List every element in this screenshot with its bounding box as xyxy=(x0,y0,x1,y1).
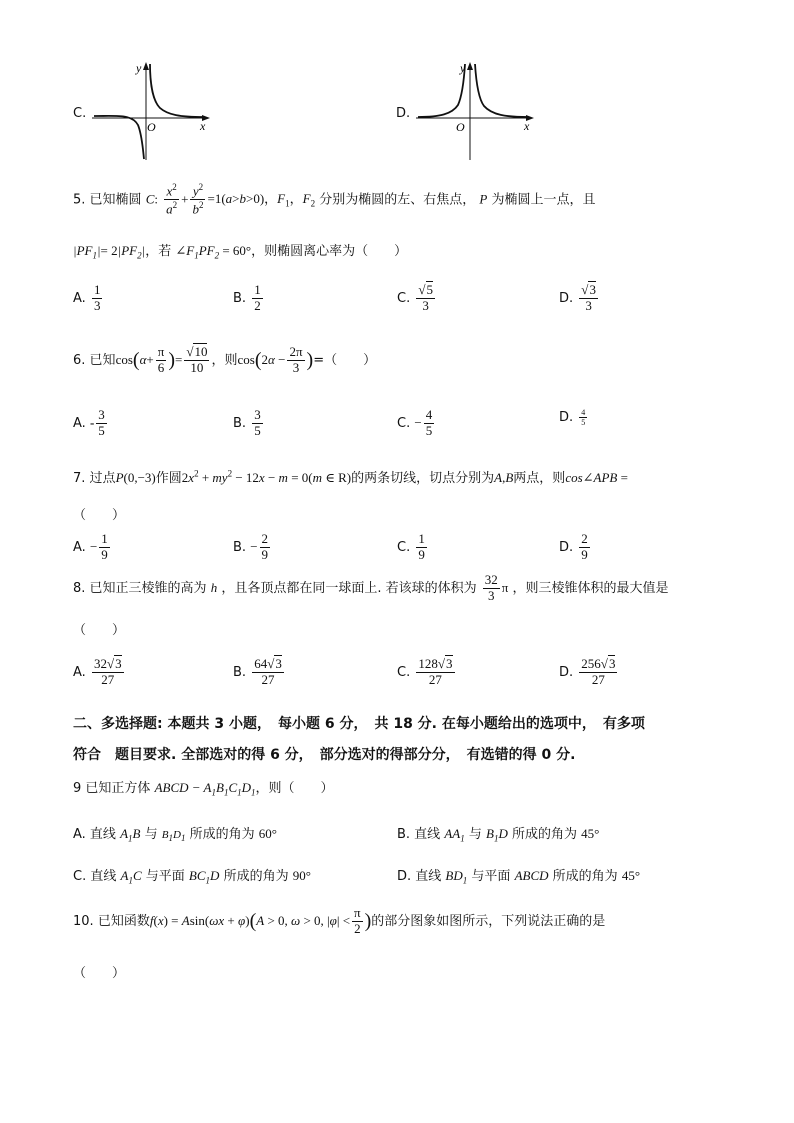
graph-d-origin: O xyxy=(456,120,465,134)
fraction-y2-b2: $\frac{y^2}{b^2}$ xyxy=(192,182,204,217)
question-6-text-3: =（ ） xyxy=(313,352,377,368)
q7-option-b[interactable]: B. − $\frac{2}{9}$ xyxy=(233,531,269,562)
question-8-text-2: ，且各顶点都在同一球面上. 若该球的体积为 xyxy=(221,580,477,596)
question-5-text-3: 为椭圆上一点，且 xyxy=(491,192,596,208)
question-6-number: 6. xyxy=(73,352,86,368)
q5-option-c[interactable]: C. $\frac{√5}{3}$ xyxy=(397,282,433,313)
question-7-text-1: 过点 xyxy=(89,471,116,486)
graph-d xyxy=(412,60,542,164)
question-8-paren: （ ） xyxy=(73,623,126,638)
question-5-text-4: ，若 xyxy=(145,244,172,259)
question-10-stem: 10. 已知函数f(x) = Asin(ωx + φ)(A > 0, ω > 0, |φ| < $\frac{\pi}{2}$ )的部分图象如图所示，下列说法正确的是 xyxy=(73,905,606,936)
question-8-stem: 8. 已知正三棱锥的高为 h ，且各顶点都在同一球面上. 若该球的体积为 $\frac{32}{3}$ π ，则三棱锥体积的最大值是 xyxy=(73,572,669,603)
question-8-text-1: 已知正三棱锥的高为 xyxy=(89,580,207,596)
q6-option-c[interactable]: C. − $\frac{4}{5}$ xyxy=(397,407,433,438)
q9-option-b[interactable]: B. 直线 $AA_1$ 与 $B_1D$ 所成的角为 45° xyxy=(397,826,600,844)
question-9-number: 9 xyxy=(73,781,82,796)
q7-option-c[interactable]: C. $\frac{1}{9}$ xyxy=(397,531,425,562)
question-6-text-1: 已知 xyxy=(89,352,116,368)
question-10-text-2: 的部分图象如图所示，下列说法正确的是 xyxy=(371,913,606,929)
question-5-number: 5. xyxy=(73,192,86,208)
question-6-text-2: ，则 xyxy=(211,352,238,368)
question-5-line-2 xyxy=(73,240,407,261)
graph-d-x-label: x xyxy=(524,119,530,133)
question-7-paren: （ ） xyxy=(73,508,126,523)
q8-option-a[interactable]: A. $\frac{32√3}{27}$ xyxy=(73,656,122,687)
graph-c xyxy=(88,60,218,164)
q9-option-a[interactable]: A. 直线 $A_1B$ 与 $B_1D_1$ 所成的角为 60° xyxy=(73,826,277,844)
q9-option-d[interactable]: D. 直线 $BD_1$ 与平面 ABCD 所成的角为 45° xyxy=(397,868,641,886)
question-7-number: 7. xyxy=(73,471,86,486)
question-6-stem: 6. 已知cos(α+ $\frac{\pi}{6}$ )= $\frac{√10}{10}$ ，则cos(2α − $\frac{2\pi}{3}$ )=（ ） xyxy=(73,344,377,375)
option-d-label: D. xyxy=(396,106,411,121)
q5-option-d[interactable]: D. $\frac{√3}{3}$ xyxy=(559,282,596,313)
fraction-x2-a2: $\frac{x^2}{a^2}$ xyxy=(166,182,178,217)
q7-option-d[interactable]: D. $\frac{2}{9}$ xyxy=(559,531,588,562)
angle-f1pf2: $\angle F_1PF_2 = 60^\circ$ xyxy=(175,243,252,261)
q6-option-b[interactable]: B. $\frac{3}{5}$ xyxy=(233,407,261,438)
question-7-text-2: 作圆 xyxy=(155,471,182,486)
q8-option-c[interactable]: C. $\frac{128√3}{27}$ xyxy=(397,656,453,687)
q8-option-b[interactable]: B. $\frac{64√3}{27}$ xyxy=(233,656,282,687)
graph-c-y-label: y xyxy=(136,61,142,75)
question-5-stem: 5. 已知椭圆 C: $\frac{x^2}{a^2}$ + $\frac{y^2}{b^2}$ =1(a>b>0)，$F_1$，$F_2$ 分别为椭圆的左、右焦点， P 为椭圆上一点，且 xyxy=(73,182,596,217)
section-2-heading-line-2: 符合 题目要求. 全部选对的得 6 分， 部分选对的得部分分， 有选错的得 0 分. xyxy=(73,747,576,763)
question-5-text-5: ，则椭圆离心率为（ ） xyxy=(251,244,408,259)
graph-c-x-label: x xyxy=(200,119,206,133)
question-7-stem: 7. 过点P(0,−3)作圆$2x^2 + my^2 - 12x - m = 0(m$ ∈ R)的两条切线，切点分别为A,B两点，则cos∠APB = xyxy=(73,468,628,486)
q8-option-d[interactable]: D. $\frac{256√3}{27}$ xyxy=(559,656,616,687)
question-7-text-3: 的两条切线，切点分别为 xyxy=(351,471,495,486)
question-10-number: 10. xyxy=(73,913,94,929)
question-5-text-2: 分别为椭圆的左、右焦点， xyxy=(319,192,476,208)
q5-option-a[interactable]: A. $\frac{1}{3}$ xyxy=(73,282,101,313)
q5-option-b[interactable]: B. $\frac{1}{2}$ xyxy=(233,282,261,313)
q6-option-d[interactable]: D. $\frac{4}{5}$ xyxy=(559,408,586,428)
question-10-paren: （ ） xyxy=(73,966,126,981)
q6-option-a[interactable]: A. - $\frac{3}{5}$ xyxy=(73,407,105,438)
graph-c-origin: O xyxy=(147,120,156,134)
question-9-text-1: 已知正方体 xyxy=(85,781,151,796)
option-c-label: C. xyxy=(73,106,87,121)
question-9-text-2: ，则（ ） xyxy=(255,781,334,796)
question-8-number: 8. xyxy=(73,580,86,596)
question-8-text-3: ，则三棱锥体积的最大值是 xyxy=(512,580,669,596)
question-10-text-1: 已知函数 xyxy=(97,913,150,929)
section-2-heading-line-1: 二、多选择题: 本题共 3 小题， 每小题 6 分， 共 18 分. 在每小题给出的选项中， 有多项 xyxy=(73,716,645,732)
q7-option-a[interactable]: A. − $\frac{1}{9}$ xyxy=(73,531,108,562)
graph-d-y-label: y xyxy=(460,61,466,75)
question-7-text-4: 两点，则 xyxy=(513,471,566,486)
question-5-text-1: 已知椭圆 xyxy=(89,192,142,208)
pf-ratio: $|PF_1|= 2|PF_2|$ xyxy=(73,243,146,261)
question-9-stem: 9 已知正方体 ABCD − $A_1B_1C_1D_1$，则（ ） xyxy=(73,780,334,798)
ellipse-equation: C xyxy=(145,191,155,207)
q9-option-c[interactable]: C. 直线 $A_1C$ 与平面 $BC_1D$ 所成的角为 90° xyxy=(73,868,311,886)
